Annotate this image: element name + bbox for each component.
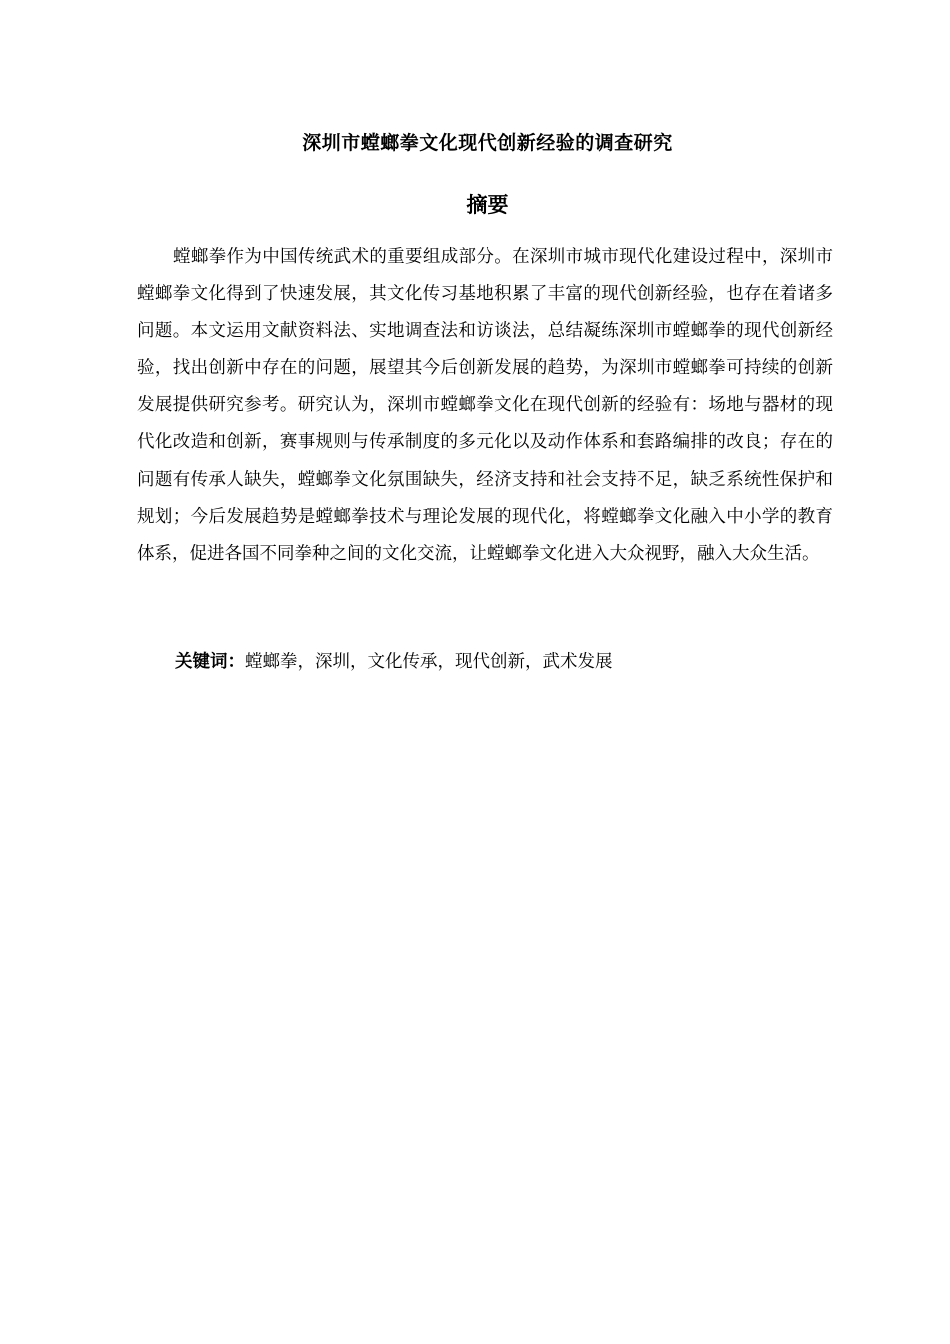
abstract-paragraph: 螳螂拳作为中国传统武术的重要组成部分。在深圳市城市现代化建设过程中，深圳市螳螂拳文化得到了快速发展，其文化传习基地积累了丰富的现代创新经验，也存在着诸多问题。本文运用文献资料法、实地调查法和访谈法，总结凝练深圳市螳螂拳的现代创新经验，找出创新中存在的问题，展望其今后创新发展的趋势，为深圳市螳螂拳可持续的创新发展提供研究参考。研究认为，深圳市螳螂拳文化在现代创新的经验有：场地与器材的现代化改造和创新，赛事规则与传承制度的多元化以及动作体系和套路编排的改良；存在的问题有传承人缺失，螳螂拳文化氛围缺失，经济支持和社会支持不足，缺乏系统性保护和规划；今后发展趋势是螳螂拳技术与理论发展的现代化，将螳螂拳文化融入中小学的教育体系，促进各国不同拳种之间的文化交流，让螳螂拳文化进入大众视野，融入大众生活。 [137, 247, 833, 564]
keywords-label: 关键词： [175, 652, 245, 672]
keywords-line [175, 648, 835, 676]
document-title: 深圳市螳螂拳文化现代创新经验的调查研究 [302, 132, 673, 154]
keywords-value: 螳螂拳，深圳，文化传承，现代创新，武术发展 [245, 652, 613, 672]
abstract-heading: 摘要 [466, 193, 509, 217]
